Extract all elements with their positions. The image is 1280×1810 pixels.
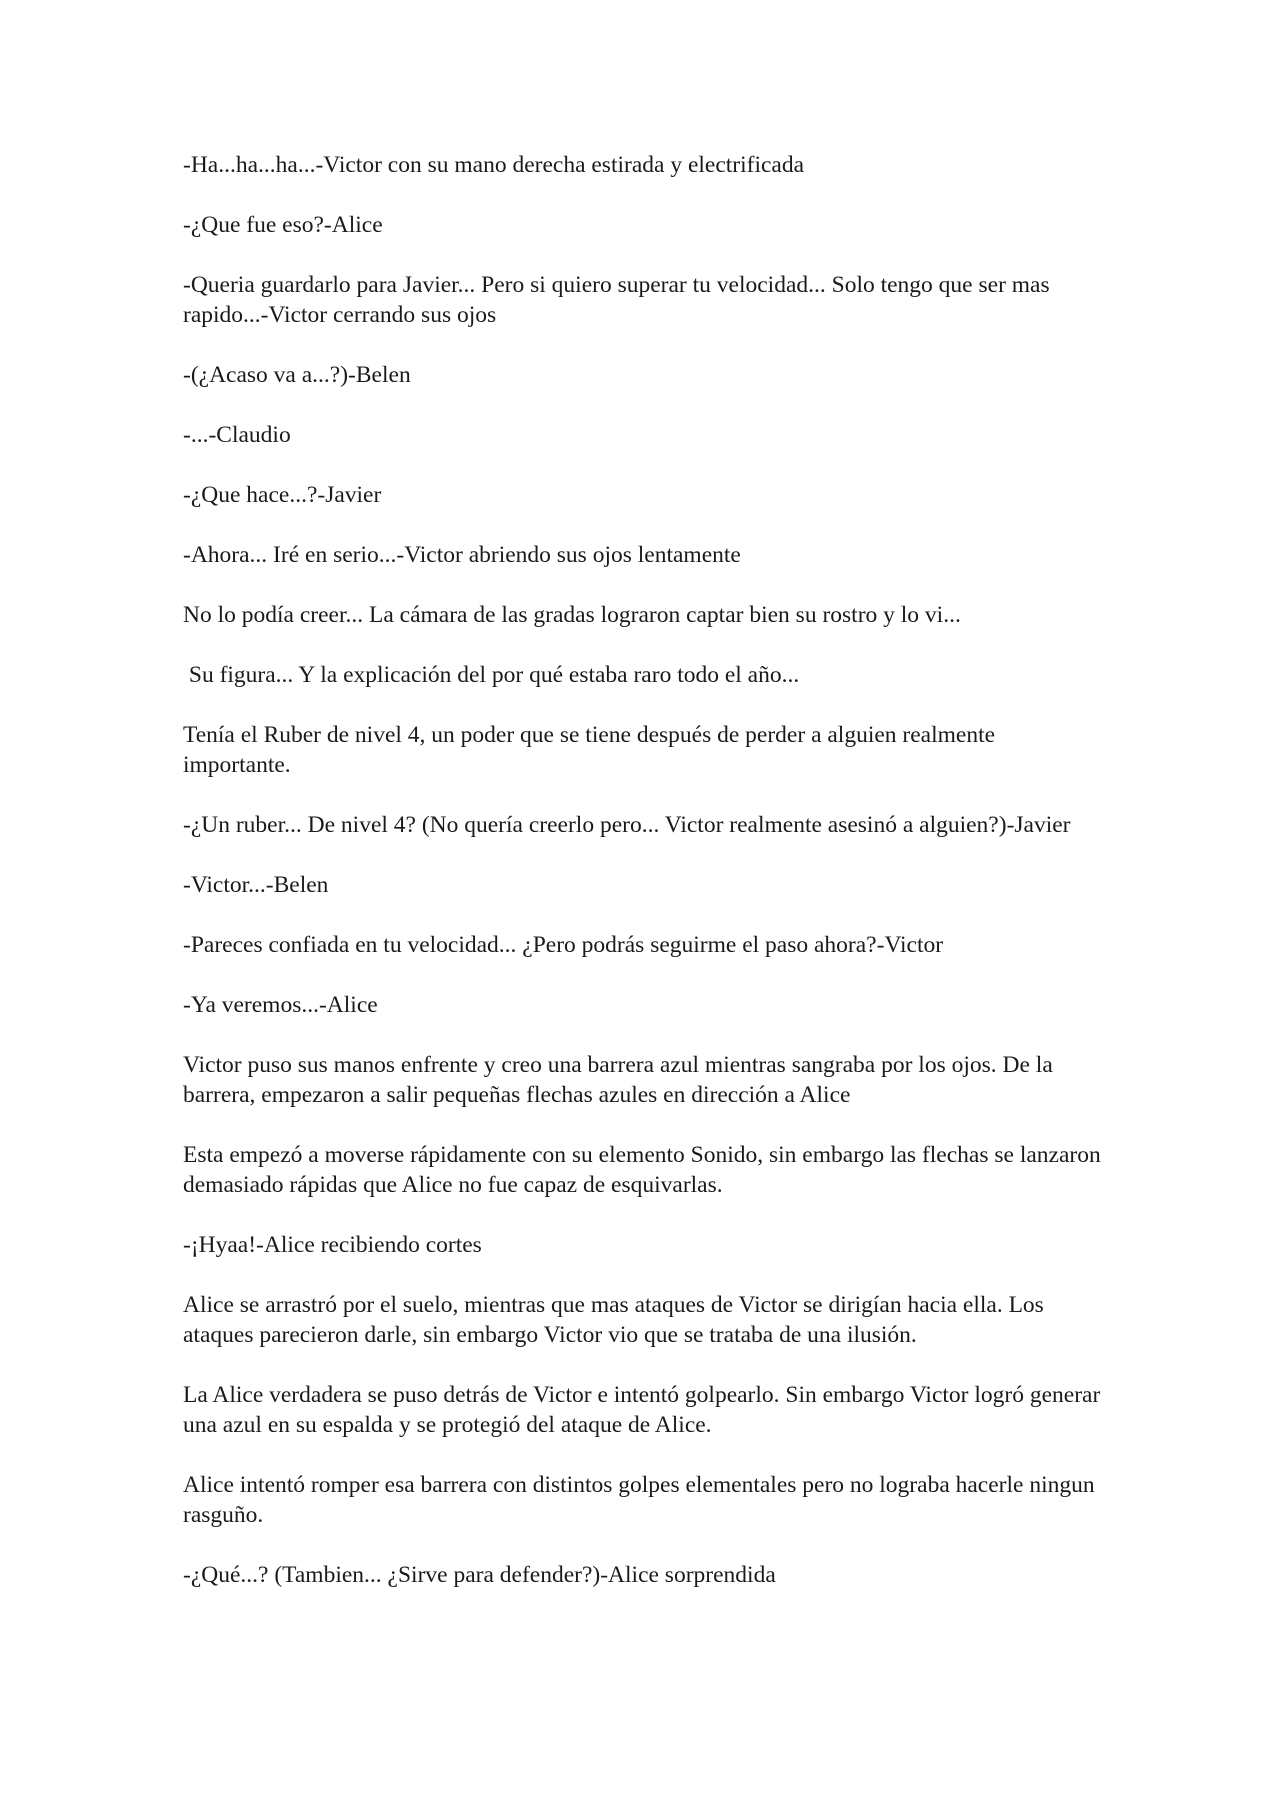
paragraph: -¡Hyaa!-Alice recibiendo cortes — [183, 1232, 482, 1258]
paragraph: -¿Un ruber... De nivel 4? (No quería creerlo pero... Victor realmente asesinó a alguien?)-Javier — [183, 812, 1071, 838]
paragraph: -Victor...-Belen — [183, 872, 329, 898]
paragraph: -¿Que hace...?-Javier — [183, 482, 382, 508]
paragraph: Su figura... Y la explicación del por qué estaba raro todo el año... — [183, 662, 800, 688]
paragraph: -Ya veremos...-Alice — [183, 992, 378, 1018]
paragraph: Alice se arrastró por el suelo, mientras que mas ataques de Victor se dirigían hacia ella. Los ataques parecieron darle, sin embargo Victor vio que se trataba de una ilusión. — [183, 1292, 1050, 1348]
paragraph: Victor puso sus manos enfrente y creo una barrera azul mientras sangraba por los ojos. De la barrera, empezaron a salir pequeñas flechas azules en dirección a Alice — [183, 1052, 1059, 1108]
paragraph: Alice intentó romper esa barrera con distintos golpes elementales pero no lograba hacerle ningun rasguño. — [183, 1472, 1101, 1528]
paragraph: -...-Claudio — [183, 422, 291, 448]
paragraph: Esta empezó a moverse rápidamente con su elemento Sonido, sin embargo las flechas se lanzaron demasiado rápidas que Alice no fue capaz de esquivarlas. — [183, 1142, 1107, 1198]
paragraph: -Pareces confiada en tu velocidad... ¿Pero podrás seguirme el paso ahora?-Victor — [183, 932, 944, 958]
paragraph: Tenía el Ruber de nivel 4, un poder que se tiene después de perder a alguien realmente importante. — [183, 722, 1001, 778]
paragraph: -¿Que fue eso?-Alice — [183, 212, 383, 238]
paragraph: -(¿Acaso va a...?)-Belen — [183, 362, 411, 388]
paragraph: La Alice verdadera se puso detrás de Victor e intentó golpearlo. Sin embargo Victor logró generar una azul en su espalda y se protegió del ataque de Alice. — [183, 1382, 1107, 1438]
document-body — [183, 150, 1107, 1620]
paragraph: No lo podía creer... La cámara de las gradas lograron captar bien su rostro y lo vi... — [183, 602, 961, 628]
paragraph: -Ahora... Iré en serio...-Victor abriendo sus ojos lentamente — [183, 542, 741, 568]
paragraph: -¿Qué...? (Tambien... ¿Sirve para defender?)-Alice sorprendida — [183, 1562, 776, 1588]
paragraph: -Ha...ha...ha...-Victor con su mano derecha estirada y electrificada — [183, 152, 805, 178]
paragraph: -Queria guardarlo para Javier... Pero si quiero superar tu velocidad... Solo tengo que ser mas rapido...-Victor cerrando sus ojos — [183, 272, 1056, 328]
